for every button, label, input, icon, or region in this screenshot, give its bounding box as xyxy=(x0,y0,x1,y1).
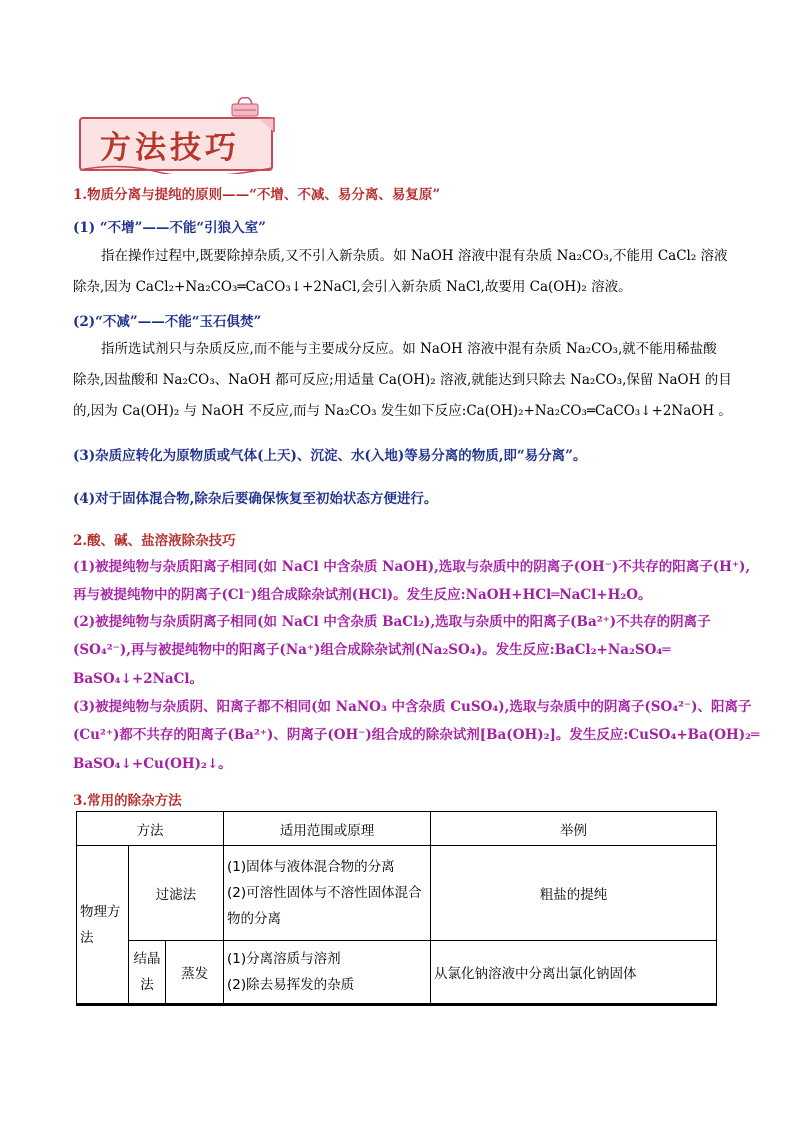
section1-heading: 1.物质分离与提纯的原则——“不增、不减、易分离、易复原” xyxy=(73,187,441,203)
section3-heading: 3.常用的除杂方法 xyxy=(73,793,182,809)
table-header-row xyxy=(77,812,717,846)
principle1-line1: 指在操作过程中,既要除掉杂质,又不引入新杂质。如 NaOH 溶液中混有杂质 Na₂CO₃,不能用 CaCl₂ 溶液 xyxy=(101,248,728,264)
filter-scope-cell xyxy=(224,846,431,941)
tip-line: (1)被提纯物与杂质阳离子相同(如 NaCl 中含杂质 NaOH),选取与杂质中的阴离子(OH⁻)不共存的阳离子(H⁺), xyxy=(73,559,751,575)
banner-title: 方法技巧 xyxy=(100,130,240,166)
principle1-heading: (1) “不增”——不能“引狼入室” xyxy=(73,220,266,236)
table-row xyxy=(77,846,717,941)
tip-line: (2)被提纯物与杂质阴离子相同(如 NaCl 中含杂质 BaCl₂),选取与杂质中的阳离子(Ba²⁺)不共存的阴离子 xyxy=(73,614,711,630)
evap-example-cell: 从氯化钠溶液中分离出氯化钠固体 xyxy=(431,941,717,1004)
tip-line: (3)被提纯物与杂质阴、阳离子都不相同(如 NaNO₃ 中含杂质 CuSO₄),选取与杂质中的阴离子(SO₄²⁻)、阳离子 xyxy=(73,699,752,715)
principle4: (4)对于固体混合物,除杂后要确保恢复至初始状态方便进行。 xyxy=(73,491,438,507)
header-scope: 适用范围或原理 xyxy=(224,812,431,846)
filter-scope-1: (1)固体与液体混合物的分离 xyxy=(227,859,395,875)
evap-scope-2: (2)除去易挥发的杂质 xyxy=(227,977,355,993)
principle3: (3)杂质应转化为原物质或气体(上天)、沉淀、水(入地)等易分离的物质,即“易分离”。 xyxy=(73,448,587,464)
principle2-line3: 的,因为 Ca(OH)₂ 与 NaOH 不反应,而与 Na₂CO₃ 发生如下反应:Ca(OH)₂+Na₂CO₃═CaCO₃↓+2NaOH 。 xyxy=(73,403,732,419)
principle2-line1: 指所选试剂只与杂质反应,而不能与主要成分反应。如 NaOH 溶液中混有杂质 Na₂CO₃,就不能用稀盐酸 xyxy=(101,341,717,357)
table-bottom-rule xyxy=(76,1004,717,1006)
header-method: 方法 xyxy=(77,812,224,846)
evap-scope-cell xyxy=(224,941,431,1004)
tip-line: 再与被提纯物中的阴离子(Cl⁻)组合成除杂试剂(HCl)。发生反应:NaOH+HCl═NaCl+H₂O。 xyxy=(73,587,652,603)
header-example: 举例 xyxy=(431,812,717,846)
binder-clip-icon xyxy=(228,96,262,118)
principle2-line2: 除杂,因盐酸和 Na₂CO₃、NaOH 都可反应;用适量 Ca(OH)₂ 溶液,就能达到只除去 Na₂CO₃,保留 NaOH 的目 xyxy=(73,372,732,388)
evap-method-cell: 蒸发 xyxy=(166,941,224,1004)
principle1-line2: 除杂,因为 CaCl₂+Na₂CO₃═CaCO₃↓+2NaCl,会引入新杂质 NaCl,故要用 Ca(OH)₂ 溶液。 xyxy=(73,279,632,295)
filter-scope-2: (2)可溶性固体与不溶性固体混合物的分离 xyxy=(227,885,422,927)
tip-line: (Cu²⁺)都不共存的阳离子(Ba²⁺)、阴离子(OH⁻)组合成的除杂试剂[Ba(OH)₂]。发生反应:CuSO₄+Ba(OH)₂═ xyxy=(73,727,760,743)
crystal-method-cell: 结晶法 xyxy=(128,941,166,1004)
principle2-heading: (2)“不减”——不能“玉石俱焚” xyxy=(73,314,262,330)
table-row xyxy=(77,941,717,1004)
filter-method-cell: 过滤法 xyxy=(128,846,223,941)
method-table xyxy=(76,811,717,1004)
tip-line: BaSO₄↓+Cu(OH)₂↓。 xyxy=(73,756,232,772)
tip-line: BaSO₄↓+2NaCl。 xyxy=(73,671,204,687)
filter-example-cell: 粗盐的提纯 xyxy=(431,846,717,941)
evap-scope-1: (1)分离溶质与溶剂 xyxy=(227,951,341,967)
tip-line: (SO₄²⁻),再与被提纯物中的阳离子(Na⁺)组合成除杂试剂(Na₂SO₄)。发生反应:BaCl₂+Na₂SO₄═ xyxy=(73,642,671,658)
section2-heading: 2.酸、碱、盐溶液除杂技巧 xyxy=(73,533,236,549)
physical-method-cell: 物理方法 xyxy=(77,846,129,1004)
